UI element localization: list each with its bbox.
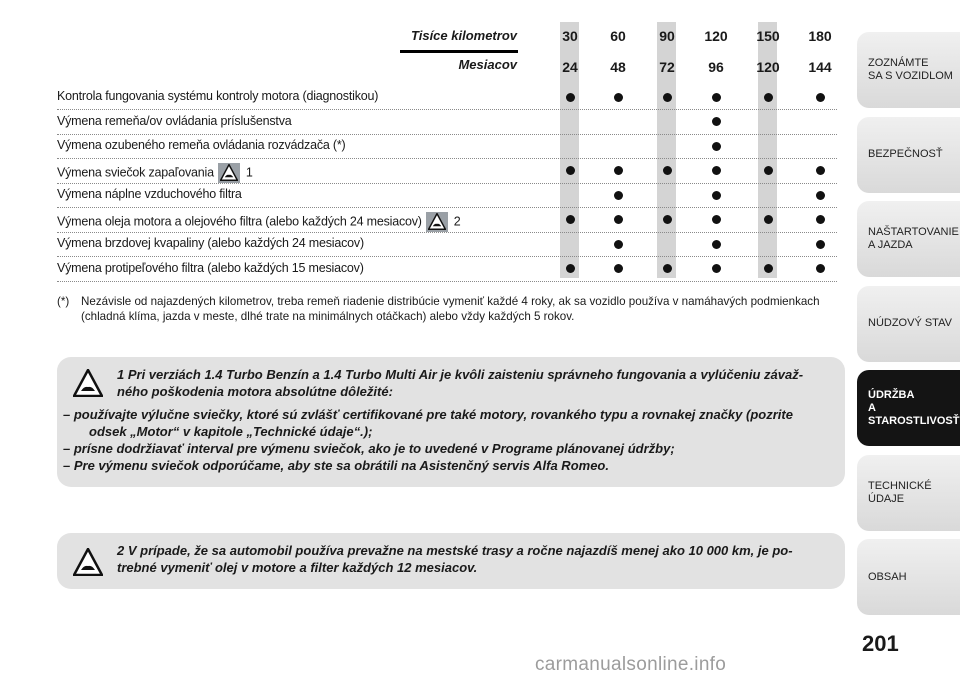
maintenance-item-text: Výmena brzdovej kvapaliny (alebo každých 24 mesiacov) (57, 236, 364, 250)
maintenance-item-label (57, 236, 364, 250)
chapter-tab-line: NÚDZOVÝ STAV (868, 317, 952, 329)
maintenance-item-text: Výmena sviečok zapaľovania (57, 164, 214, 179)
km-value: 30 (562, 28, 578, 44)
maintenance-item-label (57, 187, 242, 201)
chapter-tab[interactable] (857, 539, 960, 615)
chapter-tab-line: ÚDRŽBA (868, 388, 915, 401)
interval-marker (614, 215, 623, 224)
month-value: 48 (610, 59, 626, 75)
maintenance-item-label (57, 114, 292, 128)
chapter-tab[interactable] (857, 455, 960, 531)
interval-marker (614, 264, 623, 273)
row-separator (57, 281, 837, 282)
chapter-tab[interactable] (857, 32, 960, 108)
chapter-tab-label (868, 480, 932, 506)
interval-marker (712, 166, 721, 175)
warning-reference: 2 (453, 213, 461, 228)
row-separator (57, 134, 837, 135)
interval-marker (614, 240, 623, 249)
chapter-tab-label (868, 389, 960, 428)
chapter-tab-line: A STAROSTLIVOSŤ (868, 401, 960, 427)
interval-marker (712, 264, 721, 273)
months-header-label: Mesiacov (458, 57, 517, 72)
chapter-tab-label (868, 148, 943, 161)
maintenance-item-text: Výmena ozubeného remeňa ovládania rozvádzača (*) (57, 138, 346, 152)
interval-marker (816, 240, 825, 249)
row-separator (57, 232, 837, 233)
chapter-tab-line: OBSAH (868, 570, 907, 583)
chapter-tab-line: NAŠTARTOVANIE (868, 226, 959, 238)
month-value: 120 (756, 59, 780, 75)
warning-icon (218, 163, 240, 183)
maintenance-item-label (57, 138, 346, 152)
warning2-line: 2 V prípade, že sa automobil používa prevažne na mestské trasy a ročne najazdíš menej ako 10 000 km, je po- (117, 543, 793, 558)
maintenance-item-text: Výmena protipeľového filtra (alebo každých 15 mesiacov) (57, 260, 364, 275)
interval-marker (712, 117, 721, 126)
interval-marker (566, 166, 575, 175)
chapter-tab-line: SA S VOZIDLOM (868, 70, 953, 82)
interval-marker (764, 215, 773, 224)
interval-marker (816, 93, 825, 102)
row-separator (57, 183, 837, 184)
interval-marker (712, 93, 721, 102)
interval-marker (764, 264, 773, 273)
maintenance-item-text: Výmena oleja motora a olejového filtra (alebo každých 24 mesiacov) (57, 213, 422, 228)
warning1-item: – používajte výlučne sviečky, ktoré sú zvlášť certifikované pre také motory, rovankého typu a rovnakej značky (pozrite (63, 407, 793, 422)
interval-marker (816, 166, 825, 175)
chapter-tab-line: BEZPEČNOSŤ (868, 148, 943, 160)
month-value: 72 (659, 59, 675, 75)
km-value: 150 (756, 28, 780, 44)
maintenance-item-label (57, 212, 461, 232)
km-value: 120 (704, 28, 728, 44)
chapter-tab-label (868, 57, 953, 83)
warning1-item: – Pre výmenu sviečok odporúčame, aby ste sa obrátili na Asistenčný servis Alfa Romeo. (63, 458, 609, 473)
km-value: 90 (659, 28, 675, 44)
footnote (57, 294, 852, 324)
km-header-label: Tisíce kilometrov (411, 28, 517, 43)
interval-marker (764, 93, 773, 102)
chapter-tab[interactable] (857, 286, 960, 362)
chapter-tab-line: A JAZDA (868, 239, 913, 251)
watermark: carmanualsonline.info (535, 654, 727, 675)
page-number: 201 (862, 631, 899, 656)
chapter-tab-line: ÚDAJE (868, 492, 905, 505)
warning2-line: trebné vymeniť olej v motore a filter každých 12 mesiacov. (117, 560, 478, 575)
interval-marker (712, 142, 721, 151)
maintenance-item-label (57, 163, 253, 183)
interval-marker (816, 215, 825, 224)
interval-marker (663, 264, 672, 273)
chapter-tab-line: TECHNICKÉ (868, 479, 932, 492)
km-value: 180 (808, 28, 832, 44)
warning-box-2 (57, 533, 845, 589)
month-value: 144 (808, 59, 832, 75)
warning1-item: – prísne dodržiavať interval pre výmenu sviečok, ako je to uvedené v Programe plánovanej údržby; (63, 441, 675, 456)
row-separator (57, 109, 837, 110)
month-value: 96 (708, 59, 724, 75)
chapter-tab-label (868, 317, 952, 330)
warning-icon (426, 212, 448, 232)
interval-marker (712, 240, 721, 249)
row-separator (57, 158, 837, 159)
chapter-tab-label (868, 226, 959, 252)
interval-marker (614, 166, 623, 175)
footnote-mark: (*) (57, 295, 70, 308)
warning-icon (73, 548, 103, 581)
row-separator (57, 207, 837, 208)
chapter-tab[interactable] (857, 370, 960, 446)
warning-icon (73, 369, 103, 402)
warning1-line: ného poškodenia motora absolútne dôležité: (117, 384, 393, 399)
interval-marker (712, 191, 721, 200)
maintenance-item-text: Kontrola fungovania systému kontroly motora (diagnostikou) (57, 89, 379, 103)
chapter-tab-label (868, 571, 907, 584)
row-separator (57, 256, 837, 257)
interval-marker (566, 264, 575, 273)
interval-marker (663, 93, 672, 102)
interval-marker (663, 215, 672, 224)
header-rule (400, 50, 518, 53)
month-value: 24 (562, 59, 578, 75)
interval-marker (566, 93, 575, 102)
warning-box-1 (57, 357, 845, 487)
chapter-tab[interactable] (857, 117, 960, 193)
maintenance-item-text: Výmena remeňa/ov ovládania príslušenstva (57, 113, 292, 128)
maintenance-item-label (57, 261, 364, 275)
interval-marker (816, 191, 825, 200)
chapter-tab[interactable] (857, 201, 960, 277)
warning1-line: 1 Pri verziách 1.4 Turbo Benzín a 1.4 Turbo Multi Air je kvôli zaisteniu správneho fungovania a vylúčeniu závaž- (117, 367, 804, 382)
warning1-item-cont: odsek „Motor“ v kapitole „Technické údaje“.); (89, 424, 373, 439)
interval-marker (764, 166, 773, 175)
interval-marker (614, 191, 623, 200)
footnote-text: Nezávisle od najazdených kilometrov, treba remeň riadenie distribúcie vymeniť každé 4 roky, ak sa vozidlo používa v namáhavých podmienkach (chladná klíma, jazda v meste, dlhé trate na minimálnych otáčkach) alebo vždy každých 5 rokov. (81, 295, 820, 323)
interval-marker (816, 264, 825, 273)
maintenance-item-label (57, 89, 378, 103)
interval-marker (566, 215, 575, 224)
maintenance-item-text: Výmena náplne vzduchového filtra (57, 187, 242, 201)
interval-marker (712, 215, 721, 224)
interval-marker (663, 166, 672, 175)
interval-marker (614, 93, 623, 102)
chapter-tab-line: ZOZNÁMTE (868, 57, 929, 69)
km-value: 60 (610, 28, 626, 44)
warning-reference: 1 (245, 164, 253, 179)
